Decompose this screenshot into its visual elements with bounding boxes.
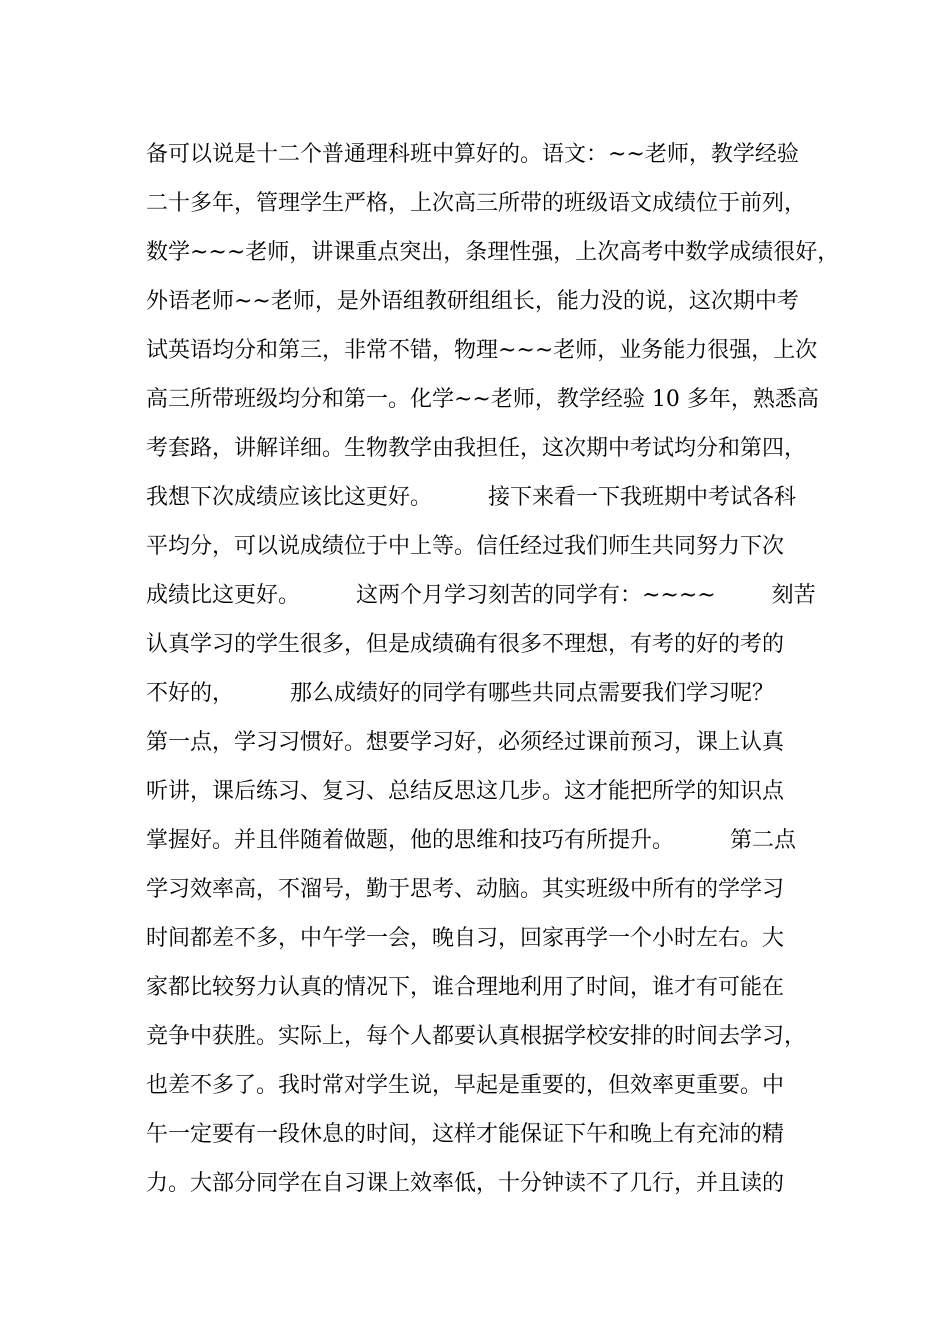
text-line: 不好的， 那么成绩好的同学有哪些共同点需要我们学习呢？ [146,681,774,706]
text-line: 竞争中获胜。实际上，每个人都要认真根据学校安排的时间去学习， [146,1024,807,1049]
text-line: 也差不多了。我时常对学生说，早起是重要的，但效率更重要。中 [146,1073,785,1098]
text-line: 成绩比这更好。 这两个月学习刻苦的同学有：~~~~ 刻苦 [146,583,816,608]
text-line: 第一点，学习习惯好。想要学习好，必须经过课前预习，课上认真 [146,730,785,755]
text-line: 平均分，可以说成绩位于中上等。信任经过我们师生共同努力下次 [146,534,785,559]
text-line: 试英语均分和第三，非常不错，物理~~~老师，业务能力很强，上次 [146,338,818,363]
text-line: 家都比较努力认真的情况下，谁合理地利用了时间，谁才有可能在 [146,975,785,1000]
text-line: 备可以说是十二个普通理科班中算好的。语文：~~老师，教学经验 [146,142,799,167]
text-line: 掌握好。并且伴随着做题，他的思维和技巧有所提升。 第二点 [146,828,796,853]
text-line: 时间都差不多，中午学一会，晚自习，回家再学一个小时左右。大 [146,926,785,951]
text-line: 学习效率高，不溜号，勤于思考、动脑。其实班级中所有的学学习 [146,877,785,902]
text-line: 午一定要有一段休息的时间，这样才能保证下午和晚上有充沛的精 [146,1122,785,1147]
text-line: 二十多年，管理学生严格，上次高三所带的班级语文成绩位于前列， [146,191,807,216]
text-line: 力。大部分同学在自习课上效率低，十分钟读不了几行，并且读的 [146,1171,785,1196]
text-line: 认真学习的学生很多，但是成绩确有很多不理想，有考的好的考的 [146,632,785,657]
text-line: 高三所带班级均分和第一。化学~~老师，教学经验 10 多年，熟悉高 [146,387,819,412]
text-line: 我想下次成绩应该比这更好。 接下来看一下我班期中考试各科 [146,485,796,510]
body-text [146,130,840,1208]
text-line: 外语老师~~老师，是外语组教研组组长，能力没的说，这次期中考 [146,289,799,314]
text-line: 数学~~~老师，讲课重点突出，条理性强，上次高考中数学成绩很好， [146,240,840,265]
text-line: 听讲，课后练习、复习、总结反思这几步。这才能把所学的知识点 [146,779,785,804]
text-line: 考套路，讲解详细。生物教学由我担任，这次期中考试均分和第四， [146,436,807,461]
